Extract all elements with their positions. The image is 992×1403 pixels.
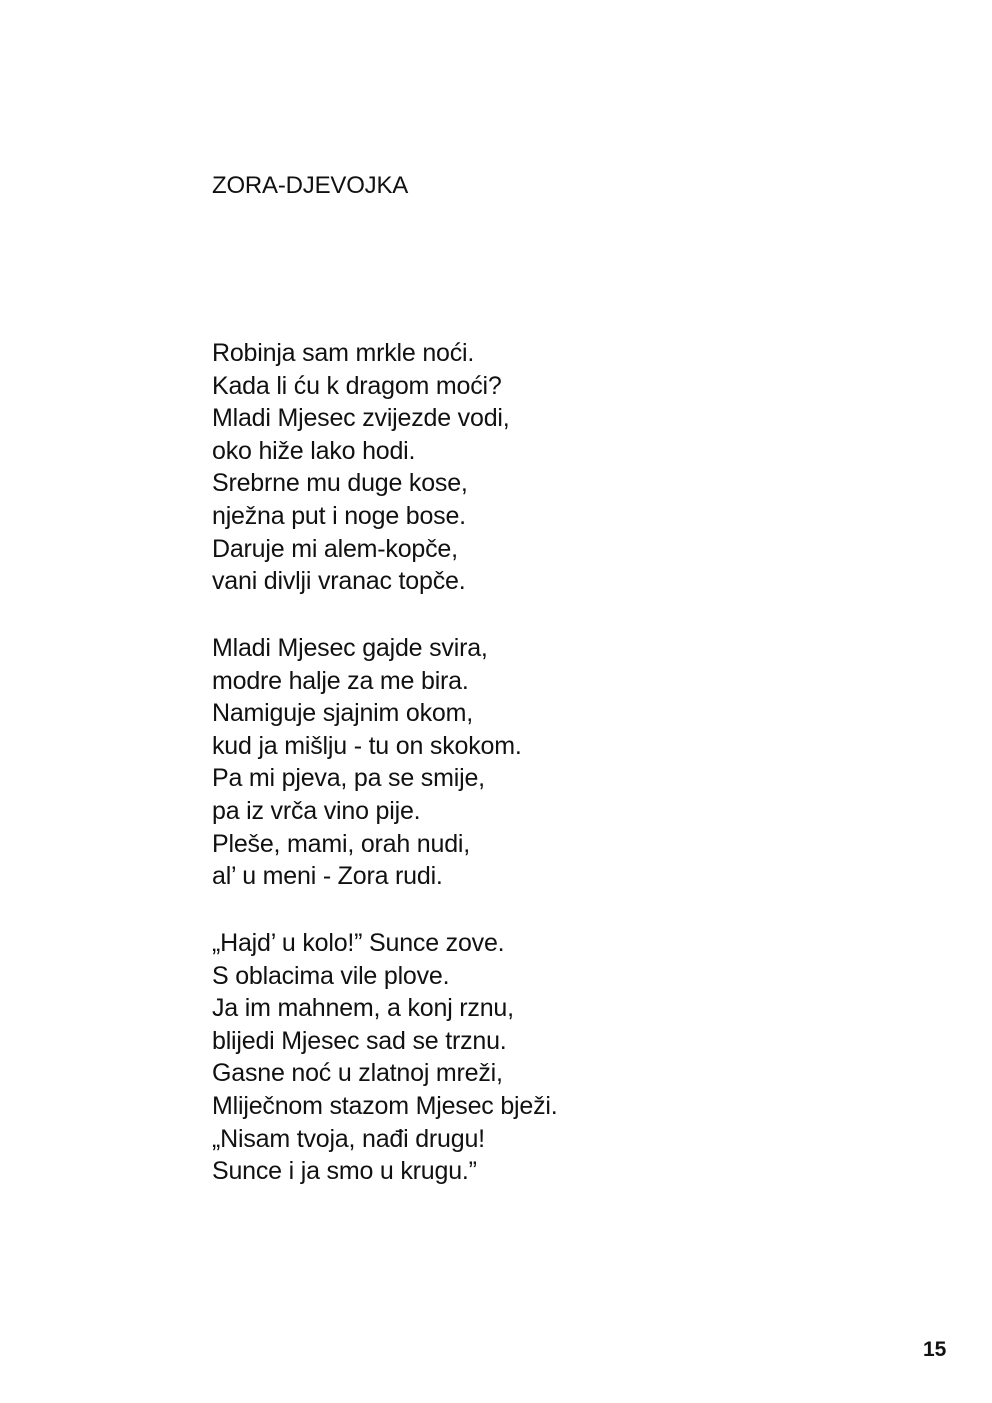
poem-line: vani divlji vranac topče. — [212, 567, 466, 596]
poem-line: al’ u meni - Zora rudi. — [212, 862, 443, 891]
poem-line: modre halje za me bira. — [212, 666, 469, 695]
poem-line: Robinja sam mrkle noći. — [212, 339, 475, 367]
poem-line: Kada li ću k dragom moći? — [212, 371, 502, 400]
poem-line: Mliječnom stazom Mjesec bježi. — [212, 1091, 558, 1120]
poem-line: Sunce i ja smo u krugu.” — [212, 1157, 477, 1186]
poem-line: Pleše, mami, orah nudi, — [212, 829, 471, 858]
poem-line: Pa mi pjeva, pa se smije, — [212, 764, 485, 793]
poem-line: Namiguje sjajnim okom, — [212, 699, 473, 728]
poem-line: „Hajd’ u kolo!” Sunce zove. — [212, 929, 505, 957]
poem-line: oko hiže lako hodi. — [212, 436, 416, 465]
poem-title: ZORA-DJEVOJKA — [212, 172, 409, 199]
poem-line: blijedi Mjesec sad se trznu. — [212, 1026, 507, 1055]
poem-line: S oblacima vile plove. — [212, 961, 450, 990]
poem-line: Gasne noć u zlatnoj mreži, — [212, 1059, 503, 1088]
poem-line: kud ja mišlju - tu on skokom. — [212, 731, 522, 760]
poem-line: Daruje mi alem-kopče, — [212, 534, 458, 563]
stanza-2 — [212, 632, 522, 893]
poem-line: Srebrne mu duge kose, — [212, 469, 468, 498]
poem-line: Ja im mahnem, a konj rznu, — [212, 994, 514, 1023]
poem-line: pa iz vrča vino pije. — [212, 796, 421, 825]
poem-line: nježna put i noge bose. — [212, 501, 466, 530]
stanza-1 — [212, 337, 510, 598]
poem-line: Mladi Mjesec gajde svira, — [212, 634, 488, 662]
page-number: 15 — [923, 1338, 947, 1361]
poem-line: Mladi Mjesec zvijezde vodi, — [212, 404, 510, 433]
poem-line: „Nisam tvoja, nađi drugu! — [212, 1124, 485, 1153]
stanza-3 — [212, 927, 558, 1188]
